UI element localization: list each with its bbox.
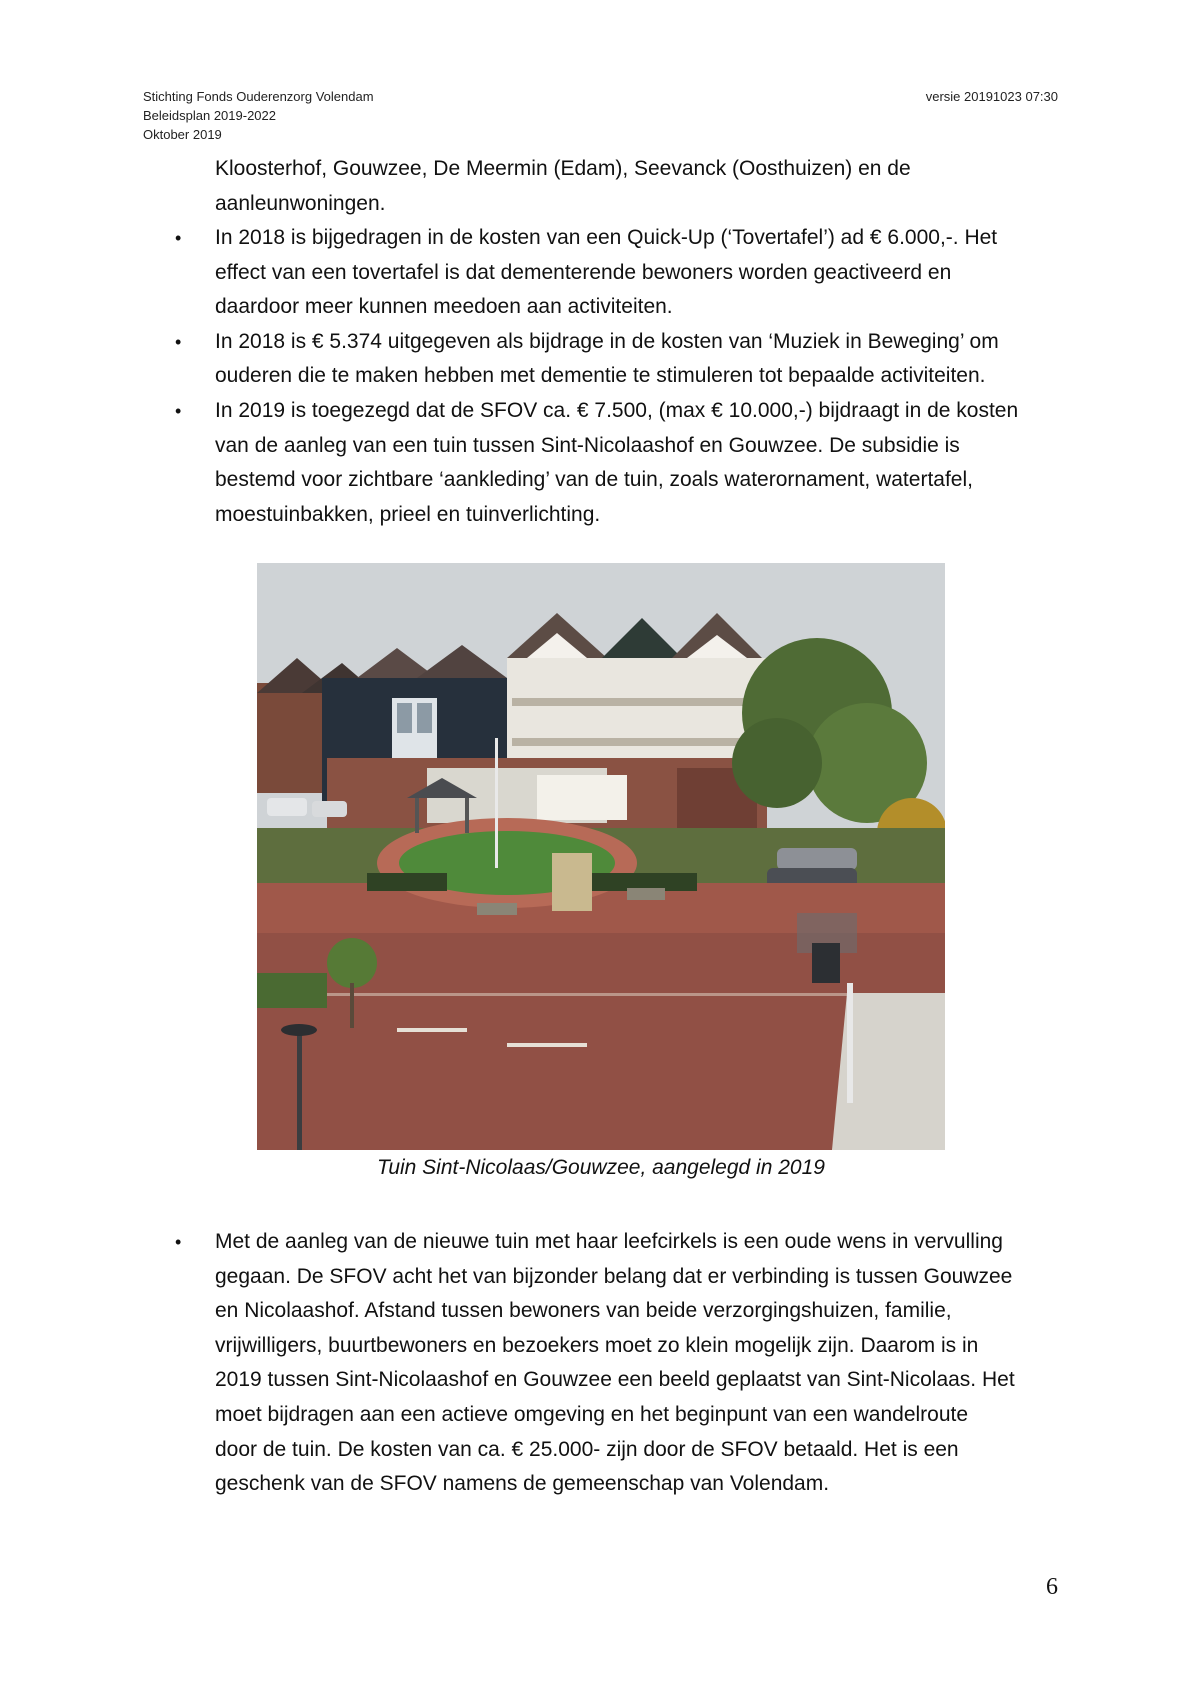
text-line: effect van een tovertafel is dat dementerende bewoners worden geactiveerd en [215,260,952,284]
header-left [143,87,1058,144]
text-line: gegaan. De SFOV acht het van bijzonder belang dat er verbinding is tussen Gouwzee [215,1264,1013,1288]
header-plan: Beleidsplan 2019-2022 [143,108,276,123]
list-item [172,221,1072,325]
photo-caption: Tuin Sint-Nicolaas/Gouwzee, aangelegd in 2019 [377,1156,825,1179]
text-line: In 2018 is € 5.374 uitgegeven als bijdrage in de kosten van ‘Muziek in Beweging’ om [215,329,999,353]
text-line: Kloosterhof, Gouwzee, De Meermin (Edam), Seevanck (Oosthuizen) en de [215,157,911,180]
header-org: Stichting Fonds Ouderenzorg Volendam [143,89,374,104]
text-line: moet bijdragen aan een actieve omgeving en het beginpunt van een wandelroute [215,1402,969,1426]
list-item [172,394,1072,532]
bullet-icon: • [175,331,182,352]
list-item [172,1225,1072,1502]
list-item [172,325,1072,394]
page-number: 6 [1046,1574,1058,1600]
text-line: 2019 tussen Sint-Nicolaashof en Gouwzee een beeld geplaatst van Sint-Nicolaas. Het [215,1368,1015,1392]
page-header [143,87,1058,144]
text-line: van de aanleg van een tuin tussen Sint-Nicolaashof en Gouwzee. De subsidie is [215,433,960,457]
continuation-text [215,152,1065,221]
text-line: moestuinbakken, prieel en tuinverlichting. [215,502,601,526]
text-line: In 2019 is toegezegd dat de SFOV ca. € 7.500, (max € 10.000,-) bijdraagt in de kosten [215,398,1019,422]
bullet-icon: • [175,228,182,248]
text-line: daardoor meer kunnen meedoen aan activiteiten. [215,295,673,319]
header-date: Oktober 2019 [143,127,222,142]
garden-photo [257,563,945,1150]
bullet-icon: • [175,400,182,421]
text-line: vrijwilligers, buurtbewoners en bezoekers moet zo klein mogelijk zijn. Daarom is in [215,1333,979,1357]
garden-photo-illustration [257,563,945,1150]
text-line: ouderen die te maken hebben met dementie te stimuleren tot bepaalde activiteiten. [215,364,986,388]
text-line: In 2018 is bijgedragen in de kosten van een Quick-Up (‘Tovertafel’) ad € 6.000,-. Het [215,226,998,249]
bullet-list [172,221,1072,532]
text-line: geschenk van de SFOV namens de gemeenschap van Volendam. [215,1472,830,1496]
bullet-list-2 [172,1225,1072,1502]
text-line: door de tuin. De kosten van ca. € 25.000- zijn door de SFOV betaald. Het is een [215,1437,959,1461]
text-line: en Nicolaashof. Afstand tussen bewoners van beide verzorgingshuizen, familie, [215,1299,952,1323]
text-line: aanleunwoningen. [215,191,386,215]
header-version: versie 20191023 07:30 [925,89,1058,104]
text-line: bestemd voor zichtbare ‘aankleding’ van de tuin, zoals waterornament, watertafel, [215,468,973,492]
text-line: Met de aanleg van de nieuwe tuin met haar leefcirkels is een oude wens in vervulling [215,1230,1003,1253]
bullet-icon: • [175,1232,182,1252]
